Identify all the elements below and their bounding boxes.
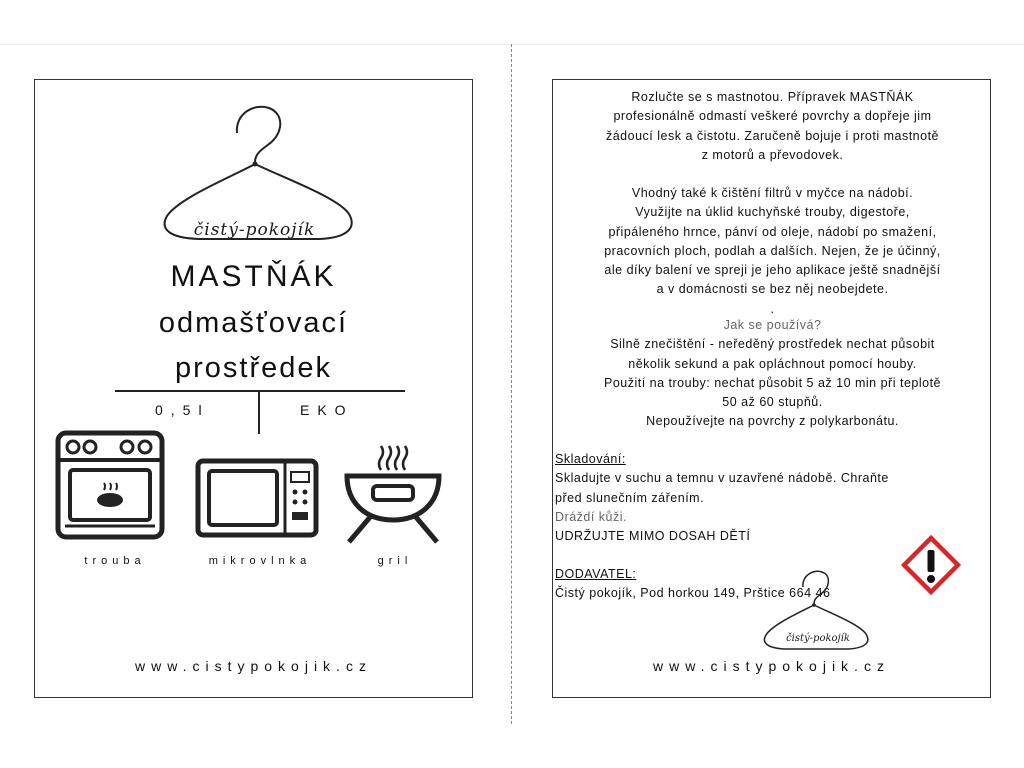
- usage-line: ale díky balení ve spreji je jeho aplikace ještě snadnější: [604, 263, 941, 278]
- eco-badge: EKO: [300, 402, 354, 418]
- storage-line: Skladujte v suchu a temnu v uzavřené nádobě. Chraňte: [555, 471, 889, 486]
- intro-text: [553, 88, 992, 165]
- intro-line: profesionálně odmastí veškeré povrchy a dopřeje jim: [613, 109, 932, 124]
- storage-section: [555, 450, 985, 546]
- keep-away-warning: UDRŽUJTE MIMO DOSAH DĚTÍ: [555, 529, 751, 544]
- howto-text: [553, 316, 992, 432]
- brand-logo-text-small: čistý-pokojík: [786, 633, 850, 644]
- website-url: www.cistypokojik.cz: [653, 658, 890, 674]
- front-label: [34, 79, 473, 698]
- page-top-line: [0, 44, 1024, 45]
- hazard-exclamation-icon: [901, 535, 961, 595]
- spec-divider-vertical: [258, 390, 260, 434]
- product-type-line-2: prostředek: [174, 352, 332, 384]
- usage-line: Využijte na úklid kuchyňské trouby, digestoře,: [635, 205, 910, 220]
- usage-line: pracovních ploch, podlah a dalších. Nejen, že je účinný,: [604, 243, 941, 258]
- intro-line: žádoucí lesk a čistotu. Zaručeně bojuje i proti mastnotě: [605, 128, 940, 143]
- product-name: MASTŇÁK: [170, 260, 337, 293]
- usage-line: .: [770, 301, 775, 316]
- usage-line: Vhodný také k čištění filtrů v myčce na nádobí.: [631, 186, 914, 200]
- howto-line: Nepoužívejte na povrchy z polykarbonátu.: [646, 414, 899, 429]
- cut-line: [511, 44, 512, 724]
- intro-line: z motorů a převodovek.: [701, 147, 844, 162]
- appliance-label-microwave: mikrovlnka: [208, 555, 312, 567]
- storage-line: před slunečním zářením.: [555, 490, 705, 505]
- howto-line: Použití na trouby: nechat působit 5 až 10 min při teplotě: [603, 375, 942, 390]
- usage-line: a v domácnosti se bez něj neobejdete.: [656, 282, 889, 297]
- product-type-line-1: odmašťovací: [158, 307, 349, 339]
- oven-icon: [55, 430, 165, 540]
- supplier-heading: DODAVATEL:: [555, 567, 637, 581]
- brand-logo-text: čistý-pokojík: [193, 220, 316, 240]
- appliance-label-oven: trouba: [84, 555, 146, 567]
- howto-line: několik sekund a pak opláchnout pomocí houby.: [628, 356, 917, 371]
- howto-heading: Jak se používá?: [723, 318, 822, 332]
- irritant-warning: Dráždí kůži.: [555, 509, 627, 524]
- storage-heading: Skladování:: [555, 452, 626, 466]
- spec-divider-horizontal: [115, 390, 405, 392]
- appliance-label-grill: gril: [377, 555, 413, 567]
- website-url: www.cistypokojik.cz: [135, 658, 372, 674]
- intro-line: Rozlučte se s mastnotou. Přípravek MASTŇÁK: [631, 90, 914, 104]
- supplier-address: Čistý pokojík, Pod horkou 149, Prštice 664 46: [555, 586, 831, 601]
- usage-line: připáleného hrnce, pánví od oleje, nádobí po smažení,: [608, 224, 937, 239]
- usage-text: [553, 184, 992, 319]
- howto-line: 50 až 60 stupňů.: [722, 395, 823, 410]
- microwave-icon: [195, 458, 319, 538]
- volume: 0,5l: [155, 402, 210, 418]
- howto-line: Silně znečištění - neředěný prostředek nechat působit: [610, 337, 935, 352]
- back-label: [552, 79, 991, 698]
- grill-icon: [341, 440, 445, 544]
